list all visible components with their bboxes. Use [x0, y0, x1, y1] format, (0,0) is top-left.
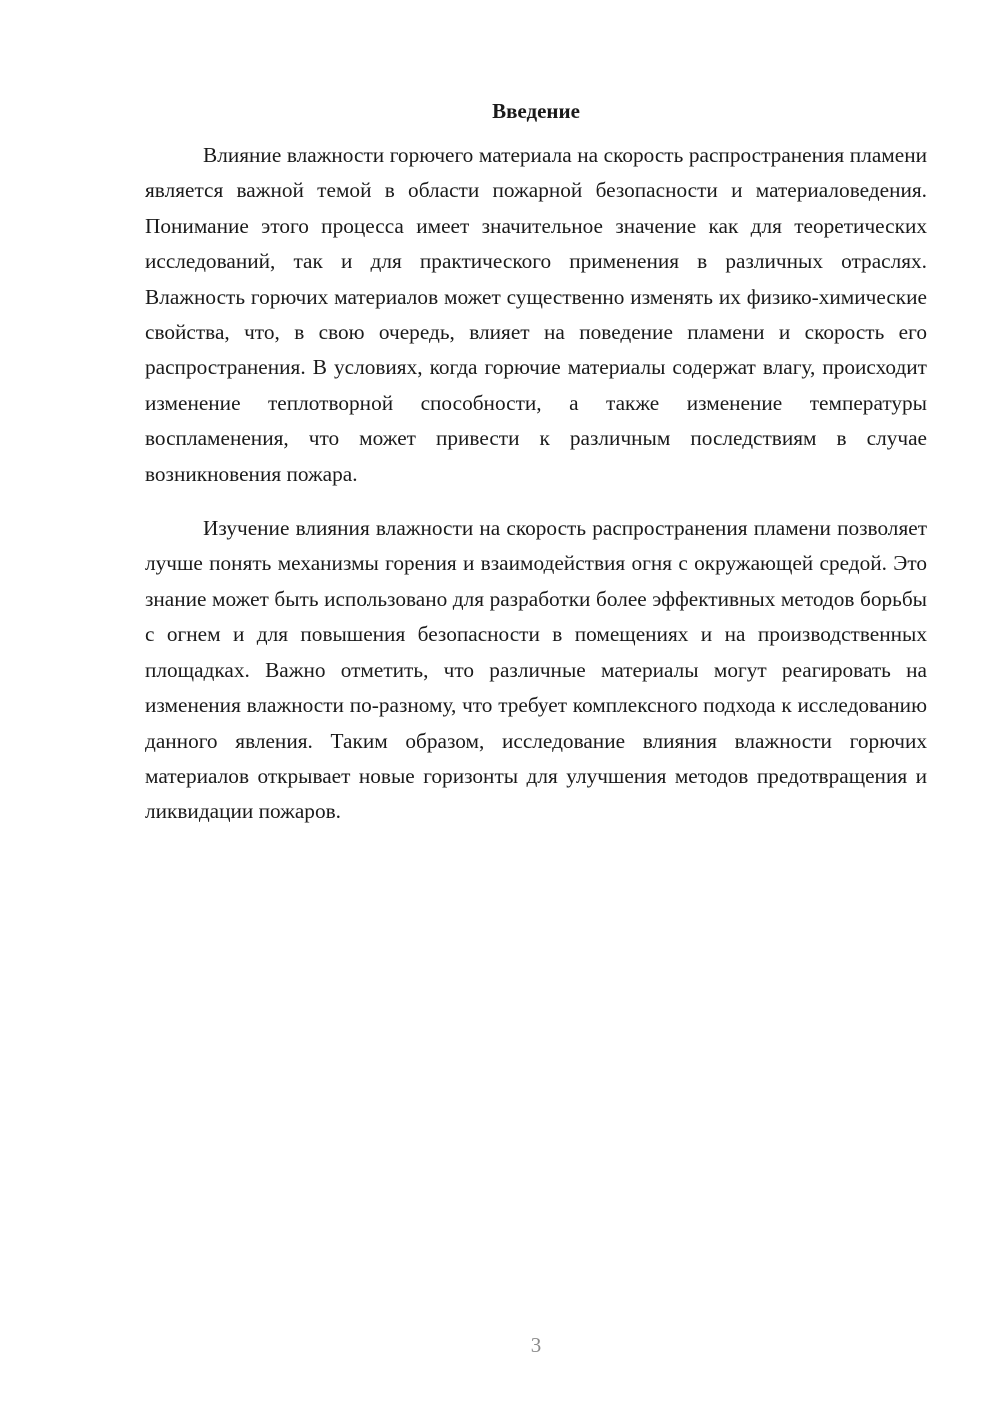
paragraph-1: Влияние влажности горючего материала на скорость распространения пламени является важной темой в области пожарной безопасности и материаловедения. Понимание этого процесса имеет значительное значение как для теоретических исследований, так и для практического применения в различных отраслях. Влажность горючих материалов может существенно изменять их физико-химические свойства, что, в свою очередь, влияет на поведение пламени и скорость его распространения. В условиях, когда горючие материалы содержат влагу, происходит изменение теплотворной способности, а также изменение температуры воспламенения, что может привести к различным последствиям в случае возникновения пожара. — [145, 143, 927, 486]
paragraph-2: Изучение влияния влажности на скорость распространения пламени позволяет лучше понять механизмы горения и взаимодействия огня с окружающей средой. Это знание может быть использовано для разработки более эффективных методов борьбы с огнем и для повышения безопасности в помещениях и на производственных площадках. Важно отметить, что различные материалы могут реагировать на изменения влажности по-разному, что требует комплексного подхода к исследованию данного явления. Таким образом, исследование влияния влажности горючих материалов открывает новые горизонты для улучшения методов предотвращения и ликвидации пожаров. — [145, 516, 927, 824]
section-heading: Введение — [492, 99, 580, 123]
page-number: 3 — [530, 1333, 542, 1357]
page-content — [145, 96, 927, 830]
